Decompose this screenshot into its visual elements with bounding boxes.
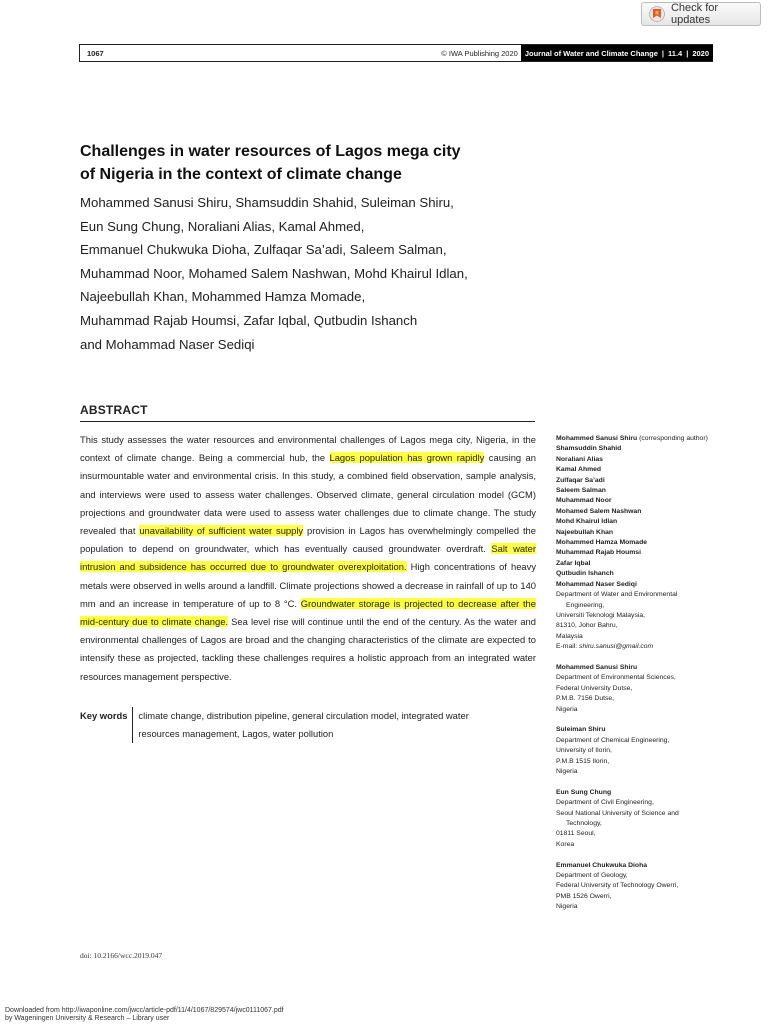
affiliation-line: Nigeria bbox=[556, 705, 578, 713]
article-title bbox=[80, 140, 520, 186]
highlight: Lagos population has grown rapidly bbox=[329, 452, 485, 464]
author-line: Mohammed Sanusi Shiru, Shamsuddin Shahid, Suleiman Shiru, bbox=[80, 195, 454, 210]
journal-name: Journal of Water and Climate Change bbox=[524, 48, 658, 58]
affiliation-block bbox=[556, 788, 746, 850]
keywords-label: Key words bbox=[80, 710, 128, 721]
journal-volume: 11.4 bbox=[668, 48, 683, 58]
update-badge-icon bbox=[649, 6, 665, 22]
author-line: Muhammad Rajab Houmsi, Zafar Iqbal, Qutbudin Ishanch bbox=[80, 312, 418, 328]
affiliation-name: Muhammad Noor bbox=[556, 497, 612, 505]
affiliation-line: Department of Chemical Engineering, bbox=[556, 736, 670, 744]
affiliation-line: 01811 Seoul, bbox=[556, 830, 596, 838]
affiliation-line: PMB 1526 Owerri, bbox=[556, 892, 612, 900]
affiliation-name: Suleiman Shiru bbox=[556, 726, 606, 734]
affiliation-name: Shamsuddin Shahid bbox=[556, 445, 622, 453]
affiliation-name: Zulfaqar Sa’adi bbox=[556, 476, 605, 484]
copyright: © IWA Publishing 2020 bbox=[441, 48, 518, 58]
affiliation-line: Korea bbox=[556, 840, 575, 848]
affiliation-line: Department of Geology, bbox=[556, 872, 628, 879]
title-line-2: of Nigeria in the context of climate change bbox=[80, 166, 402, 183]
abstract-heading: ABSTRACT bbox=[80, 403, 148, 417]
abstract-text: This study assesses the water resources and environmental challenges of Lagos mega city, Nigeria, in the context of climate change. Being a commercial hub, the bbox=[80, 434, 536, 464]
download-url[interactable]: Downloaded from http://iwaponline.com/jwcc/article-pdf/11/4/1067/829574/jwc0111067.pdf bbox=[5, 1007, 284, 1014]
affiliation-name: Kamal Ahmed bbox=[556, 466, 602, 474]
affiliation-name: Mohammed Sanusi Shiru bbox=[556, 663, 638, 671]
affiliation-line: Universiti Teknologi Malaysia, bbox=[556, 611, 646, 619]
abstract-text: provision in Lagos has overwhelmingly compelled the population to depend on groundwater, which has eventually caused groundwater overdraft. bbox=[80, 525, 536, 555]
abstract-text: Sea level rise will continue until the end of the century. As the water and environmental challenges of Lagos are broad and the changing characteristics of the climate are expected to intensify these as projected, tackling these challenges requires a holistic approach from an integrated water resources management perspective. bbox=[80, 616, 536, 682]
download-footer bbox=[5, 1007, 284, 1023]
keywords-text bbox=[132, 707, 468, 743]
author-list bbox=[80, 191, 530, 356]
abstract-text: causing an insurmountable water and environmental crisis. In this study, a combined field observation, sample analysis, and interviews were used to assess water challenges. Observed climate, general circulation model (GCM) projections and groundwater data were used to assess water challenges due to climate change. The study revealed that bbox=[80, 452, 536, 537]
affiliation-line: University of Ilorin, bbox=[556, 747, 612, 755]
author-line: Najeebullah Khan, Mohammed Hamza Momade, bbox=[80, 289, 366, 305]
running-header bbox=[79, 44, 713, 62]
title-line-1: Challenges in water resources of Lagos mega city bbox=[80, 143, 461, 160]
author-line: Eun Sung Chung, Noraliani Alias, Kamal Ahmed, bbox=[80, 218, 365, 234]
author-line: Muhammad Noor, Mohamed Salem Nashwan, Mohd Khairul Idlan, bbox=[80, 265, 468, 281]
affiliation-line: Seoul National University of Science and bbox=[556, 809, 679, 817]
page-number: 1067 bbox=[87, 48, 104, 58]
corresponding-note: (corresponding author) bbox=[637, 435, 708, 442]
affiliation-name: Emmanuel Chukwuka Dioha bbox=[556, 861, 648, 869]
download-user: by Wageningen University & Research – Library user bbox=[5, 1015, 170, 1022]
abstract-body bbox=[80, 431, 536, 686]
affiliation-block bbox=[556, 434, 746, 653]
highlight: Groundwater storage is projected to decrease after the mid-century due to climate change. bbox=[80, 597, 536, 628]
affiliation-name: Muhammad Rajab Houmsi bbox=[556, 549, 641, 557]
affiliation-line: Engineering, bbox=[566, 601, 605, 609]
affiliation-line: Department of Civil Engineering, bbox=[556, 799, 654, 807]
check-for-updates-label: Check for updates bbox=[670, 2, 719, 26]
affiliation-block bbox=[556, 663, 746, 715]
email-label: E-mail: bbox=[556, 643, 580, 651]
affiliations-sidebar bbox=[556, 434, 746, 923]
affiliation-line: P.M.B. 7156 Dutse, bbox=[556, 695, 615, 703]
affiliation-line: Nigeria bbox=[556, 903, 578, 911]
author-line: Emmanuel Chukwuka Dioha, Zulfaqar Sa’adi, Saleem Salman, bbox=[80, 242, 447, 258]
highlight: Salt water intrusion and subsidence has occurred due to groundwater overexploitation. bbox=[80, 543, 536, 573]
affiliation-line: Federal University Dutse, bbox=[556, 684, 633, 692]
highlight: unavailability of sufficient water supply bbox=[139, 525, 304, 537]
email-link[interactable]: shiru.sanusi@gmail.com bbox=[579, 643, 654, 651]
affiliation-name: Mohd Khairul Idlan bbox=[556, 518, 618, 526]
affiliation-name: Mohamed Salem Nashwan bbox=[556, 507, 642, 515]
affiliation-name: Saleem Salman bbox=[556, 487, 606, 495]
affiliation-line: Malaysia bbox=[556, 632, 583, 640]
abstract-divider bbox=[80, 421, 535, 422]
keywords-line-1: climate change, distribution pipeline, general circulation model, integrated water bbox=[138, 710, 469, 721]
affiliation-line: Nigeria bbox=[556, 767, 578, 775]
journal-year: 2020 bbox=[692, 48, 709, 58]
affiliation-name: Mohammad Naser Sediqi bbox=[556, 580, 637, 588]
affiliation-name: Noraliani Alias bbox=[556, 455, 603, 463]
affiliation-line: Technology, bbox=[566, 819, 602, 827]
doi[interactable]: doi: 10.2166/wcc.2019.047 bbox=[80, 951, 163, 960]
check-for-updates-button[interactable] bbox=[641, 2, 761, 26]
affiliation-name: Najeebullah Khan bbox=[556, 528, 614, 536]
abstract-text: High concentrations of heavy metals were observed in wells around a landfill. Climate projections showed a decrease in rainfall of up to 140 mm and an increase in temperature of up to 8 °C. bbox=[80, 561, 537, 609]
author-line: and Mohammad Naser Sediqi bbox=[80, 336, 255, 352]
affiliation-line: P.M.B 1515 Ilorin, bbox=[556, 757, 610, 765]
journal-bar: Journal of Water and Climate Change | 11.4 | 2020 bbox=[521, 45, 713, 61]
affiliation-block bbox=[556, 725, 746, 777]
affiliation-name: Eun Sung Chung bbox=[556, 788, 612, 796]
affiliation-name: Zafar Iqbal bbox=[556, 559, 591, 567]
affiliation-line: Federal University of Technology Owerri, bbox=[556, 882, 679, 890]
affiliation-block bbox=[556, 861, 746, 913]
corresponding-author-name: Mohammed Sanusi Shiru bbox=[556, 435, 638, 442]
affiliation-name: Mohammed Hamza Momade bbox=[556, 539, 648, 547]
affiliation-name: Qutbudin Ishanch bbox=[556, 570, 614, 578]
affiliation-line: Department of Environmental Sciences, bbox=[556, 674, 676, 682]
keywords bbox=[80, 707, 536, 743]
keywords-line-2: resources management, Lagos, water pollution bbox=[138, 728, 334, 740]
affiliation-line: Department of Water and Environmental bbox=[556, 591, 678, 599]
affiliation-line: 81310, Johor Bahru, bbox=[556, 622, 618, 630]
